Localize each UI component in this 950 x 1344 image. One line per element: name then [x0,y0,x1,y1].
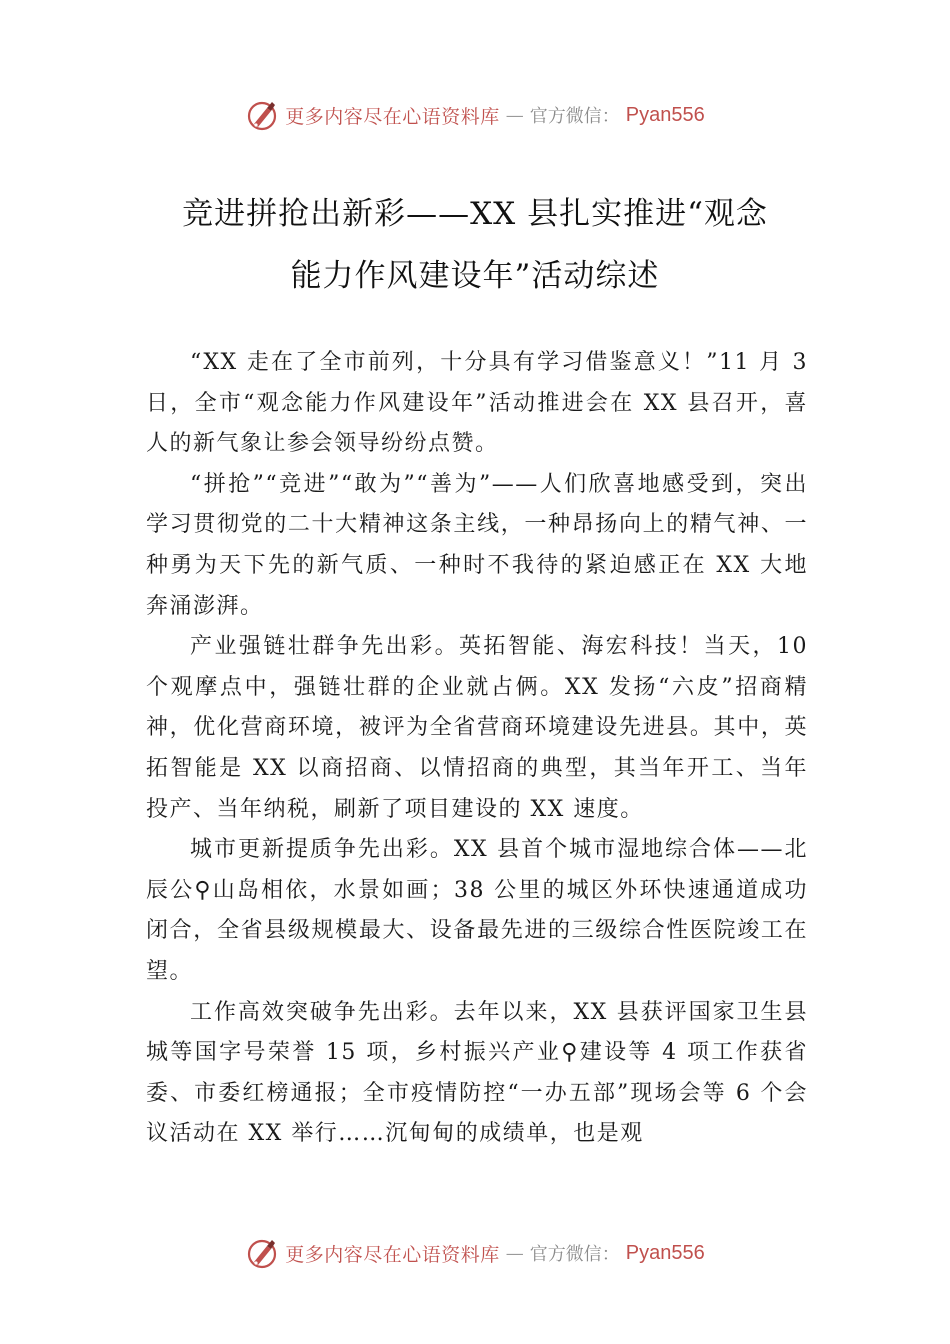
footer-wechat-label: 官方微信： [529,1244,620,1265]
footer-banner [0,1233,950,1273]
title-line-1: 竞进拼抢出新彩——XX 县扎实推进“观念 [182,196,768,232]
header-dash: — [505,104,524,126]
header-wechat-id: Pyan556 [625,103,705,126]
header-brand-text: 更多内容尽在心语资料库 [285,105,500,128]
pen-logo-icon [245,98,279,132]
footer-brand-text: 更多内容尽在心语资料库 [285,1243,500,1266]
paragraph-5: 工作高效突破争先出彩。去年以来，XX 县获评国家卫生县城等国字号荣誉 15 项，乡村振兴产业⚲建设等 4 项工作获省委、市委红榜通报；全市疫情防控“一办五部”现场会等 6 个会议活动在 XX 举行……沉甸甸的成绩单，也是观 [146,999,808,1147]
title-line-2: 能力作风建设年”活动综述 [290,258,660,294]
document-body [146,343,808,1155]
paragraph-1: “XX 走在了全市前列，十分具有学习借鉴意义！”11 月 3 日，全市“观念能力作风建设年”活动推进会在 XX 县召开，喜人的新气象让参会领导纷纷点赞。 [146,350,808,457]
footer-wechat-id: Pyan556 [625,1241,705,1264]
pen-logo-icon [245,1236,279,1270]
header-banner [0,95,950,135]
paragraph-4: 城市更新提质争先出彩。XX 县首个城市湿地综合体——北辰公⚲山岛相依，水景如画；38 公里的城区外环快速通道成功闭合，全省县级规模最大、设备最先进的三级综合性医院竣工在望。 [146,837,808,984]
document-title [120,183,830,307]
paragraph-2: “拼抢”“竞进”“敢为”“善为”——人们欣喜地感受到，突出学习贯彻党的二十大精神这条主线，一种昂扬向上的精气神、一种勇为天下先的新气质、一种时不我待的紧迫感正在 XX 大地奔涌澎湃。 [146,471,808,619]
header-wechat-label: 官方微信： [529,106,620,127]
footer-dash: — [505,1242,524,1264]
paragraph-3: 产业强链壮群争先出彩。英拓智能、海宏科技！当天，10 个观摩点中，强链壮群的企业就占俩。XX 发扬“六皮”招商精神，优化营商环境，被评为全省营商环境建设先进县。其中，英拓智能是 XX 以商招商、以情招商的典型，其当年开工、当年投产、当年纳税，刷新了项目建设的 XX 速度。 [146,634,808,822]
